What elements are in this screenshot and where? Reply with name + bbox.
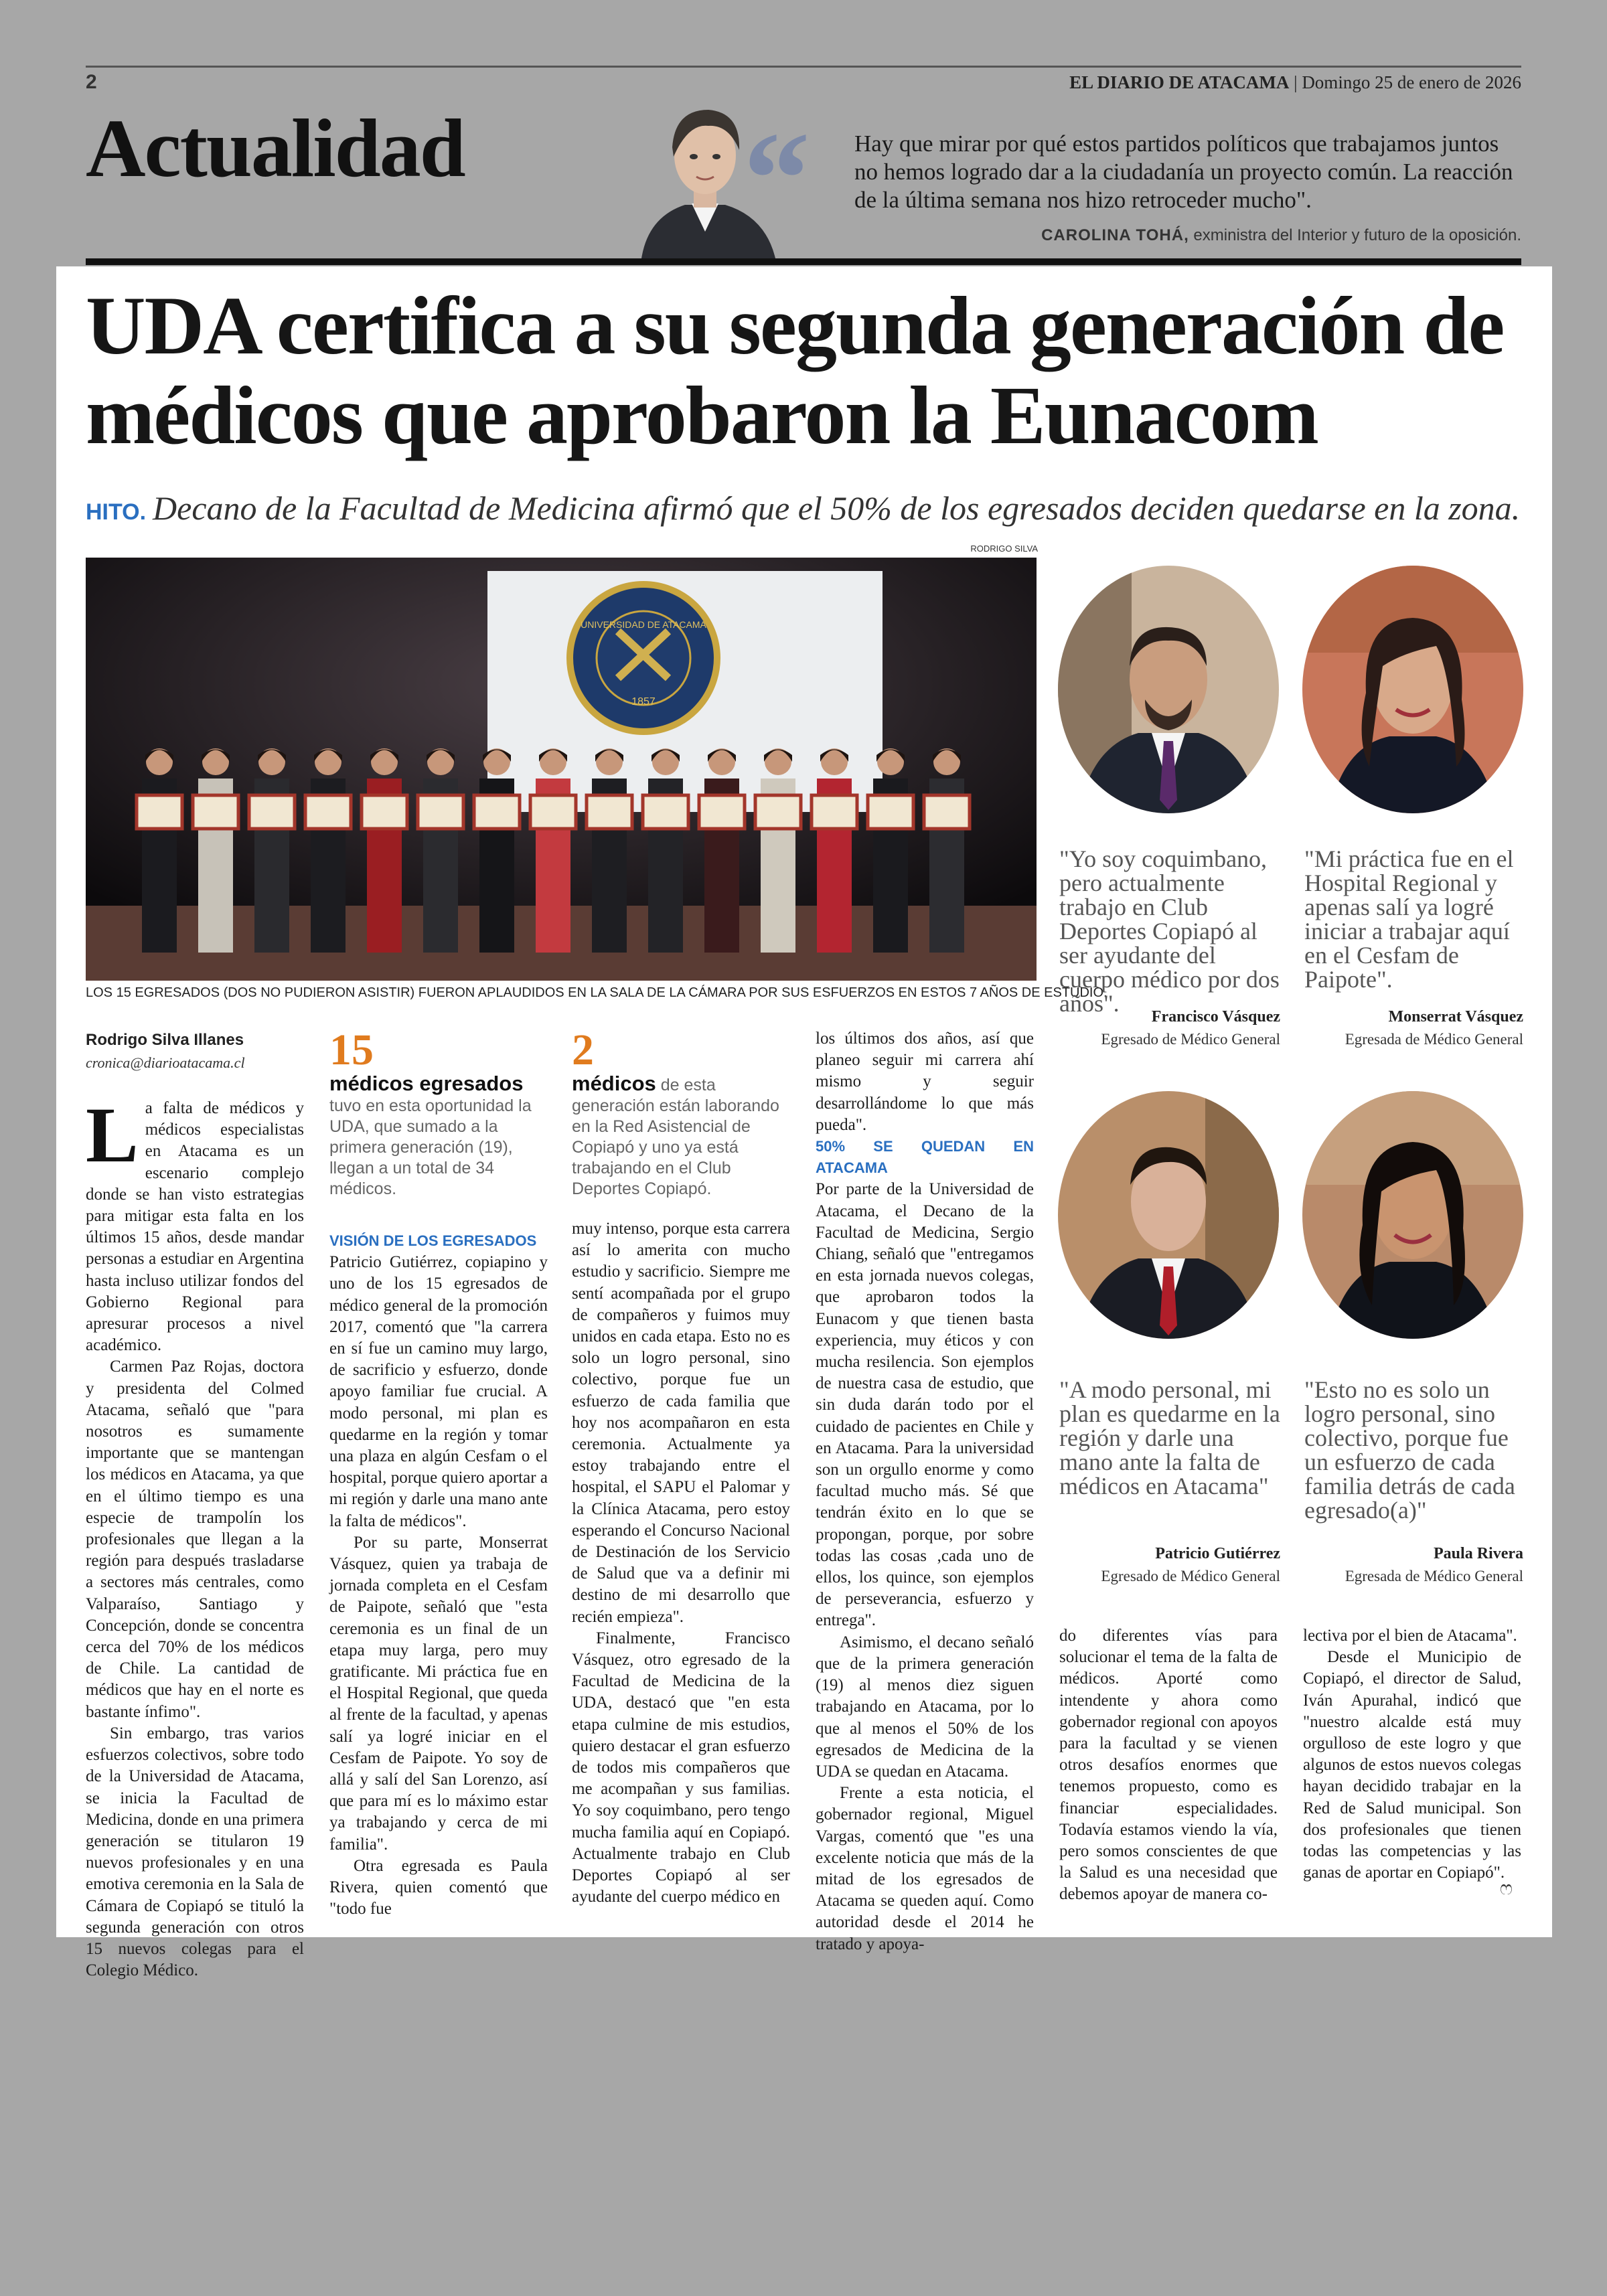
- col5-paragraph-1: do diferentes vías para solucionar el tema de la falta de médicos. Aporté como intendente y ahora como gobernador regional con apoyos para la facultad y se vienen otros desafíos enormes que tenemos propuesto, como es financiar especialidades. Todavía estamos viendo la vía, pero somos conscientes de que la Salud es una necesidad que debemos apoyar de manera co-: [1059, 1627, 1278, 1904]
- subhead-50-percent: 50% SE QUEDAN EN ATACAMA: [816, 1138, 1034, 1177]
- col4-paragraph-3: Asimismo, el decano señaló que de la primera generación (19) al menos diez siguen trabajando en Atacama, por lo que al menos el 50% de los egresados de Medicina de la UDA se quedan en Atacama.: [816, 1633, 1034, 1781]
- author-email: cronica@diarioatacama.cl: [86, 1054, 245, 1071]
- col2-paragraph-1: Patricio Gutiérrez, copiapino y uno de los 15 egresados de médico general de la promoción 2017, comentó que "la carrera en sí fue un camino muy largo, de sacrificio y esfuerzo, donde apoyo familiar fue crucial. A modo personal, mi plan es quedarme en la región y tomar una plaza en algún Cesfam o el hospital, porque quiero aportar a mi región y darle una mano ante la falta de médicos".: [329, 1253, 548, 1530]
- pull-quote-1-role: Egresado de Médico General: [1101, 1031, 1280, 1048]
- col4-paragraph-2: Por parte de la Universidad de Atacama, el Decano de la Facultad de Medicina, Sergio Chiang, señaló que "entregamos en esta jornada nuevos colegas, que aprobaron todos la Eunacom y que tienen basta experiencia, muy éticos y con mucha resilencia. Son ejemplos de nuestra casa de estudio, que sin duda darán todo por el cuidado de pacientes en Chile y en Atacama. Para la universidad son un orgullo enorme y como facultad mucho más. Sé que tendrán éxito en lo que se propongan, porque, por sobre todas las cosas ,cada uno de ellos, los quince, son ejemplos de perseverancia, esfuerzo y entrega".: [816, 1180, 1034, 1630]
- fact-2: [572, 1073, 790, 1200]
- banner-year: 1857: [631, 696, 656, 708]
- column-6: [1303, 1625, 1521, 1884]
- header-quote-attribution: [1041, 226, 1521, 245]
- banner-text: UNIVERSIDAD DE ATACAMA: [581, 619, 706, 630]
- quote-author-role: exministra del Interior y futuro de la oposición.: [1189, 226, 1521, 244]
- portrait-patricio: [1058, 1091, 1279, 1339]
- header-rule: [86, 66, 1521, 68]
- section-title: Actualidad: [86, 102, 465, 194]
- pull-quote-2: "Mi práctica fue en el Hospital Regional y apenas salí ya logré iniciar a trabajar aquí en el Cesfam de Paipote".: [1304, 845, 1514, 993]
- column-5: [1059, 1625, 1278, 1906]
- col3-paragraph-1: muy intenso, porque esta carrera así lo amerita con mucho estudio y sacrificio. Siempre me sentí acompañada por el grupo de compañeros y fuimos muy unidos en cada etapa. Esto no es solo un logro personal, sino colectivo, porque fue un esfuerzo de cada familia que hoy nos acompañaron en esta ceremonia. Actualmente ya estoy trabajando entre el hospital, el SAPU el Palomar y la Clínica Atacama, pero estoy esperando el Concurso Nacional de Destinación de los Servicio de Salud que va a definir mi destino de mi desarrollo que recién empieza".: [572, 1220, 790, 1626]
- photo-caption: LOS 15 EGRESADOS (DOS NO PUDIERON ASISTIR) FUERON APLAUDIDOS EN LA SALA DE LA CÁMARA POR SUS ESFUERZOS EN ESTOS 7 AÑOS DE ESTUDIO.: [86, 985, 1107, 1000]
- col2-paragraph-2: Por su parte, Monserrat Vásquez, quien ya trabaja de jornada completa en el Cesfam de Paipote, señaló que "esta ceremonia es un final de un etapa muy larga, pero muy gratificante. Mi práctica fue en el Hospital Regional, que queda al frente de la facultad, y apenas salí ya logré iniciar en el Cesfam de Paipote. Yo soy de allá y salí del San Lorenzo, así que para mí es lo máximo estar ya trabajando y cerca de mi familia".: [329, 1533, 548, 1854]
- col6-paragraph-2: Desde el Municipio de Copiapó, el director de Salud, Iván Apurahal, indicó que "nuestro alcalde está muy orgulloso de este logro y que algunos de estos nuevos colegas hayan decidido trabajar en la Red de Salud municipal. Son dos profesionales que tienen todas las competencias y las ganas de aportar en Copiapó".: [1303, 1648, 1521, 1882]
- pull-quote-4-name: Paula Rivera: [1434, 1545, 1523, 1562]
- pull-quote-4: "Esto no es solo un logro personal, sino colectivo, porque fue un esfuerzo de cada familia detrás de cada egresado(a)": [1304, 1376, 1515, 1524]
- header-thick-rule: [86, 258, 1521, 265]
- portrait-paula: [1302, 1091, 1523, 1339]
- article-deck: [86, 489, 1545, 527]
- issue-date: Domingo 25 de enero de 2026: [1302, 72, 1521, 92]
- col3-paragraph-2: Finalmente, Francisco Vásquez, otro egresado de la Facultad de Medicina de la UDA, destacó que "en esta etapa culmine de mis estudios, quiero destacar el gran esfuerzo de todos mis compañeros que me acompañan y sus familias. Yo soy coquimbano, pero tengo mucha familia aquí en Copiapó. Actualmente trabajo en Club Deportes Copiapó al ser ayudante del cuerpo médico en: [572, 1629, 790, 1906]
- pull-quote-1: "Yo soy coquimbano, pero actualmente trabajo en Club Deportes Copiapó al ser ayudante del cuerpo médico por dos años".: [1059, 845, 1280, 1017]
- fact-1-number: 15: [329, 1026, 374, 1074]
- kicker: HITO.: [86, 499, 147, 525]
- pull-quote-4-role: Egresada de Médico General: [1345, 1568, 1523, 1584]
- masthead: EL DIARIO DE ATACAMA | Domingo 25 de enero de 2026: [1069, 72, 1521, 92]
- fact-2-text: de esta generación están laborando en la Red Asistencial de Copiapó y uno ya está trabajando en el Club Deportes Copiapó.: [572, 1076, 779, 1198]
- quote-author: CAROLINA TOHÁ,: [1041, 226, 1189, 244]
- page-number: 2: [86, 71, 97, 93]
- deck-text: Decano de la Facultad de Medicina afirmó que el 50% de los egresados deciden quedarse en la zona.: [153, 489, 1521, 527]
- col2-paragraph-3: Otra egresada es Paula Rivera, quien comentó que "todo fue: [329, 1856, 548, 1918]
- fact-1: [329, 1073, 548, 1200]
- portrait-francisco: [1058, 566, 1279, 813]
- col6-paragraph-1: lectiva por el bien de Atacama".: [1303, 1627, 1517, 1645]
- photo-credit: RODRIGO SILVA: [970, 544, 1038, 554]
- fact-2-number: 2: [572, 1026, 594, 1074]
- column-3: [572, 1218, 790, 1908]
- column-1: [86, 1091, 304, 1981]
- fact-2-bold: médicos: [572, 1072, 656, 1095]
- byline: Rodrigo Silva Illanes: [86, 1031, 244, 1049]
- col1-paragraph-3: Sin embargo, tras varios esfuerzos colectivos, sobre todo de la Universidad de Atacama, se inicia la Facultad de Medicina, donde en una primera generación se titularon 19 nuevos profesionales y en una emotiva ceremonia en la Sala de Cámara de Copiapó se tituló la segunda generación con otros 15 nuevos colegas para el Colegio Médico.: [86, 1724, 304, 1980]
- col1-paragraph-2: Carmen Paz Rojas, doctora y presidenta del Colmed Atacama, señaló que "para nosotros es sumamente importante que se mantengan los médicos en Atacama, ya que en el último tiempo es una especie de trampolín los profesionales que llegan a la región para después trasladarse a sectores más centrales, como Valparaíso, Santiago y Concepción, donde se concentra cerca del 70% de los médicos de Chile. La cantidad de médicos que hay en el norte es bastante ínfimo".: [86, 1358, 304, 1721]
- paper-name: EL DIARIO DE ATACAMA: [1069, 72, 1290, 92]
- fact-1-text: tuvo en esta oportunidad la UDA, que sumado a la primera generación (19), llegan a un total de 34 médicos.: [329, 1096, 532, 1198]
- ceremony-photo: [86, 558, 1037, 981]
- pull-quote-2-role: Egresada de Médico General: [1345, 1031, 1523, 1048]
- pull-quote-1-name: Francisco Vásquez: [1151, 1008, 1280, 1026]
- pull-quote-2-name: Monserrat Vásquez: [1388, 1008, 1523, 1026]
- column-4: [816, 1028, 1034, 1955]
- pull-quote-3-name: Patricio Gutiérrez: [1155, 1545, 1280, 1562]
- article-headline: UDA certifica a su segunda generación de médicos que aprobaron la Eunacom: [86, 280, 1504, 461]
- col4-paragraph-1: los últimos dos años, así que planeo seguir mi carrera ahí mismo y seguir desarrollándome lo que más pueda".: [816, 1030, 1034, 1134]
- dropcap: L: [86, 1091, 139, 1179]
- header-quote: Hay que mirar por qué estos partidos políticos que trabajamos juntos no hemos logrado dar a la ciudadanía un proyecto común. La reacción de la última semana nos hizo retroceder mucho".: [854, 131, 1513, 213]
- pull-quote-3-role: Egresado de Médico General: [1101, 1568, 1280, 1584]
- pull-quote-3: "A modo personal, mi plan es quedarme en la región y darle una mano ante la falta de médicos en Atacama": [1059, 1376, 1280, 1499]
- column-2: [329, 1230, 548, 1920]
- fact-1-bold: médicos egresados: [329, 1072, 524, 1095]
- quote-mark-icon: “: [743, 105, 810, 253]
- col4-paragraph-4: Frente a esta noticia, el gobernador regional, Miguel Vargas, comentó que "es una excelente noticia que más de la mitad de los egresados de Atacama se queden aquí. Como autoridad desde el 2014 he tratado y apoya-: [816, 1784, 1034, 1953]
- portrait-monserrat: [1302, 566, 1523, 813]
- col1-paragraph-1: a falta de médicos y médicos especialistas en Atacama es un escenario complejo donde se han visto estrategias para mitigar esta falta en los últimos 15 años, desde mandar personas a estudiar en Argentina hasta incluso utilizar fondos del Gobierno Regional para apresurar procesos a nivel académico.: [86, 1099, 304, 1355]
- end-mark-icon: ෆ: [1500, 1878, 1513, 1899]
- subhead-vision: VISIÓN DE LOS EGRESADOS: [329, 1232, 537, 1249]
